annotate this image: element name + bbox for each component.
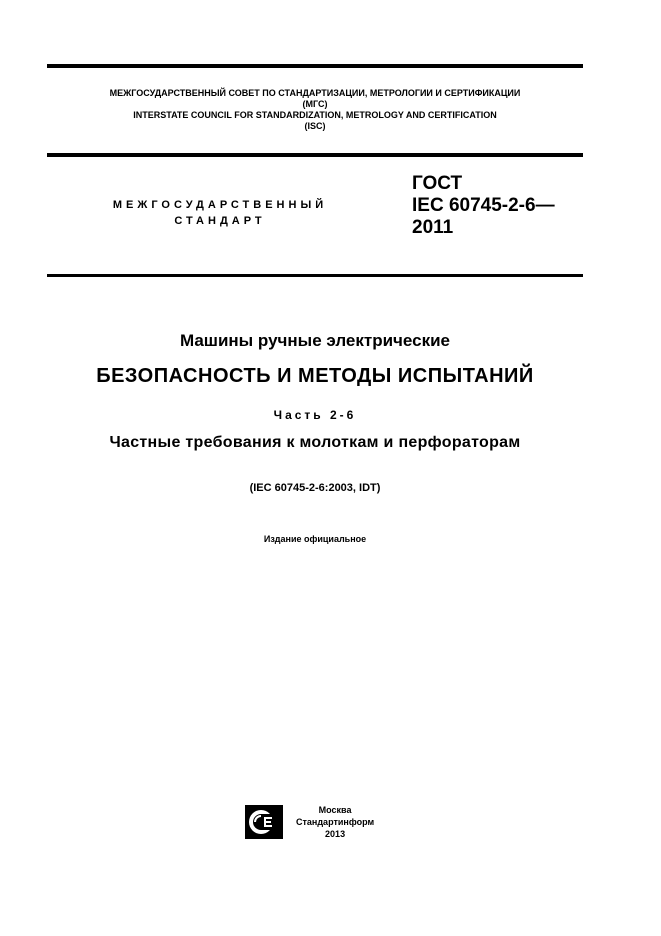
council-header: [47, 88, 583, 132]
gost-number: IEC 60745-2-6—: [412, 195, 555, 216]
title-main: БЕЗОПАСНОСТЬ И МЕТОДЫ ИСПЫТАНИЙ: [96, 365, 534, 387]
title-part: Часть 2-6: [273, 408, 357, 422]
publisher-year: 2013: [325, 829, 346, 839]
publisher-city: Москва: [318, 805, 352, 815]
council-ru-name: МЕЖГОСУДАРСТВЕННЫЙ СОВЕТ ПО СТАНДАРТИЗАЦИИ, МЕТРОЛОГИИ И СЕРТИФИКАЦИИ: [109, 88, 521, 98]
gost-year: 2011: [412, 217, 454, 238]
publisher-name: Стандартинформ: [296, 817, 375, 827]
publisher-text: [296, 804, 374, 840]
middle-rule: [47, 153, 583, 157]
top-rule: [47, 64, 583, 68]
publisher-block: [244, 802, 374, 842]
bottom-rule: [47, 274, 583, 277]
standard-type-line1: МЕЖГОСУДАРСТВЕННЫЙ: [112, 199, 328, 211]
council-en-abbr: (ISC): [304, 121, 326, 131]
iec-reference: (IEC 60745-2-6:2003, IDT): [249, 482, 381, 494]
council-en-name: INTERSTATE COUNCIL FOR STANDARDIZATION, METROLOGY AND CERTIFICATION: [133, 110, 497, 120]
standard-type: [60, 197, 380, 229]
gost-label: ГОСТ: [412, 173, 463, 194]
council-ru-abbr: (МГС): [302, 99, 328, 109]
standartinform-logo-icon: [244, 804, 284, 840]
gost-designation: [412, 173, 555, 239]
title-subtitle: Частные требования к молоткам и перфораторам: [109, 434, 521, 451]
edition-note: Издание официальное: [263, 534, 367, 544]
standard-type-line2: СТАНДАРТ: [174, 215, 266, 227]
title-line1: Машины ручные электрические: [179, 331, 451, 350]
